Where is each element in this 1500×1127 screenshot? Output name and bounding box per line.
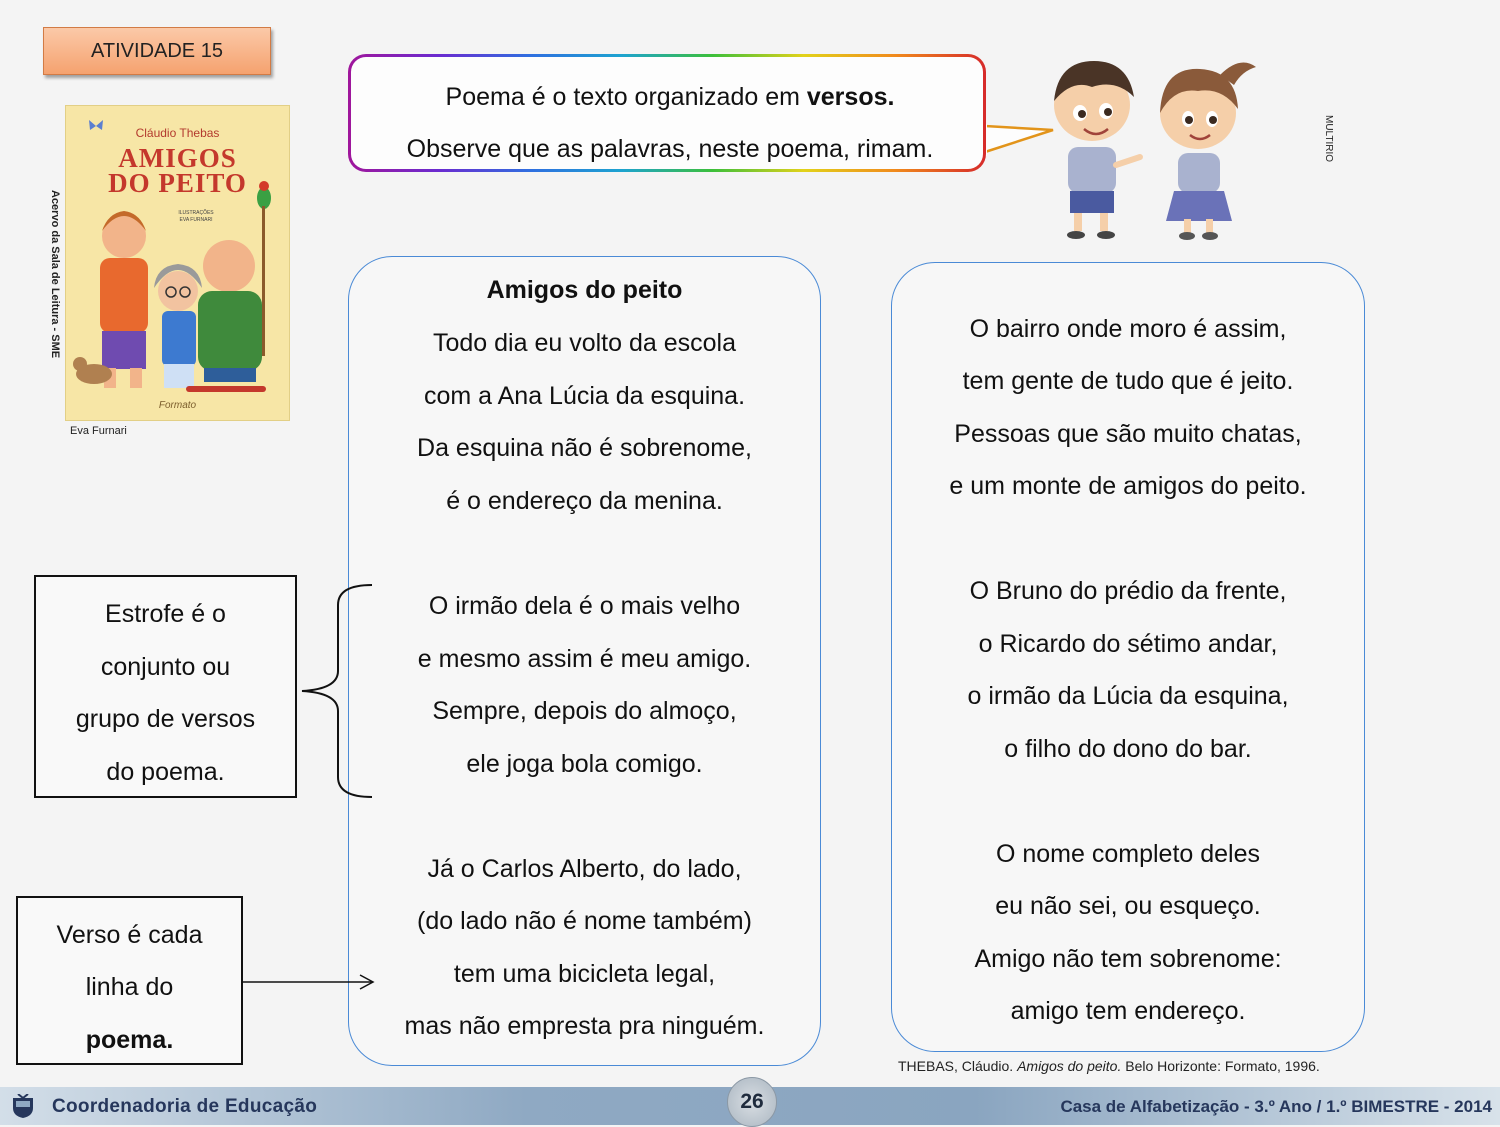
image-credit: MULTIRIO <box>1323 115 1334 163</box>
coat-of-arms-icon <box>10 1094 36 1118</box>
footer-org-name: Coordenadoria de Educação <box>52 1096 318 1117</box>
verso-definition-box <box>16 896 243 1065</box>
poem-line: (do lado não é nome também) <box>417 907 752 935</box>
poem-line: tem gente de tudo que é jeito. <box>962 367 1294 395</box>
poem-line: Já o Carlos Alberto, do lado, <box>427 855 742 883</box>
citation: THEBAS, Cláudio. Amigos do peito. Belo Horizonte: Formato, 1996. <box>898 1058 1320 1074</box>
poem-line: Todo dia eu volto da escola <box>433 329 736 357</box>
poem-line: tem uma bicicleta legal, <box>453 960 716 988</box>
book-illustrator-credit: Eva Furnari <box>70 425 127 437</box>
poem-line: eu não sei, ou esqueço. <box>995 892 1261 920</box>
cover-publisher: Formato <box>158 400 197 411</box>
estrofe-definition-box <box>34 575 297 798</box>
poem-line: é o endereço da menina. <box>446 487 723 515</box>
poem-title: Amigos do peito <box>486 276 683 304</box>
page-number: 26 <box>727 1077 777 1127</box>
bubble-line-2: Observe que as palavras, neste poema, rimam. <box>406 135 934 163</box>
poem-line: O bairro onde moro é assim, <box>969 315 1287 343</box>
poem-line: e um monte de amigos do peito. <box>949 472 1307 500</box>
poem-line: O irmão dela é o mais velho <box>428 592 741 620</box>
poem-line: Pessoas que são muito chatas, <box>954 420 1302 448</box>
cover-illustration <box>66 106 289 420</box>
speech-bubble <box>348 54 986 172</box>
curly-brace <box>298 583 374 799</box>
book-credit: Acervo da Sala de Leitura - SME <box>49 190 61 359</box>
poem-line: o irmão da Lúcia da esquina, <box>967 682 1289 710</box>
arrow-right-icon <box>242 970 376 994</box>
cover-author: Cláudio Thebas <box>135 126 220 140</box>
poem-line: mas não empresta pra ninguém. <box>404 1012 765 1040</box>
footer-course-info: Casa de Alfabetização - 3.º Ano / 1.º BIMESTRE - 2014 <box>1060 1097 1492 1116</box>
poem-line: ele joga bola comigo. <box>466 750 703 778</box>
poem-line: com a Ana Lúcia da esquina. <box>423 382 746 410</box>
poem-box-right <box>891 262 1365 1052</box>
definition-line: grupo de versos <box>75 705 256 733</box>
definition-line: Estrofe é o <box>105 600 226 628</box>
activity-label: ATIVIDADE 15 <box>43 27 271 75</box>
poem-line: amigo tem endereço. <box>1010 997 1246 1025</box>
book-cover <box>66 106 289 420</box>
poem-line: o filho do dono do bar. <box>1004 735 1252 763</box>
children-illustration <box>1040 55 1260 245</box>
poem-line: o Ricardo do sétimo andar, <box>978 630 1278 658</box>
cover-title-line2: DO PEITO <box>108 168 247 198</box>
definition-line: poema. <box>85 1026 174 1054</box>
poem-line: O Bruno do prédio da frente, <box>969 577 1287 605</box>
cover-illustrator: EVA FURNARI <box>179 217 213 223</box>
definition-line: Verso é cada <box>56 921 203 949</box>
definition-line: linha do <box>85 973 174 1001</box>
bubble-line-1: Poema é o texto organizado em versos. <box>445 83 895 111</box>
poem-line: Da esquina não é sobrenome, <box>417 434 752 462</box>
poem-line: Amigo não tem sobrenome: <box>974 945 1282 973</box>
poem-box-left <box>348 256 821 1066</box>
cover-illustrations-label: ILUSTRAÇÕES <box>178 210 214 216</box>
poem-line: O nome completo deles <box>995 840 1261 868</box>
poem-line: Sempre, depois do almoço, <box>432 697 737 725</box>
cover-title-line1: AMIGOS <box>118 143 237 173</box>
definition-line: conjunto ou <box>100 653 231 681</box>
definition-line: do poema. <box>106 758 225 786</box>
poem-line: e mesmo assim é meu amigo. <box>417 645 752 673</box>
